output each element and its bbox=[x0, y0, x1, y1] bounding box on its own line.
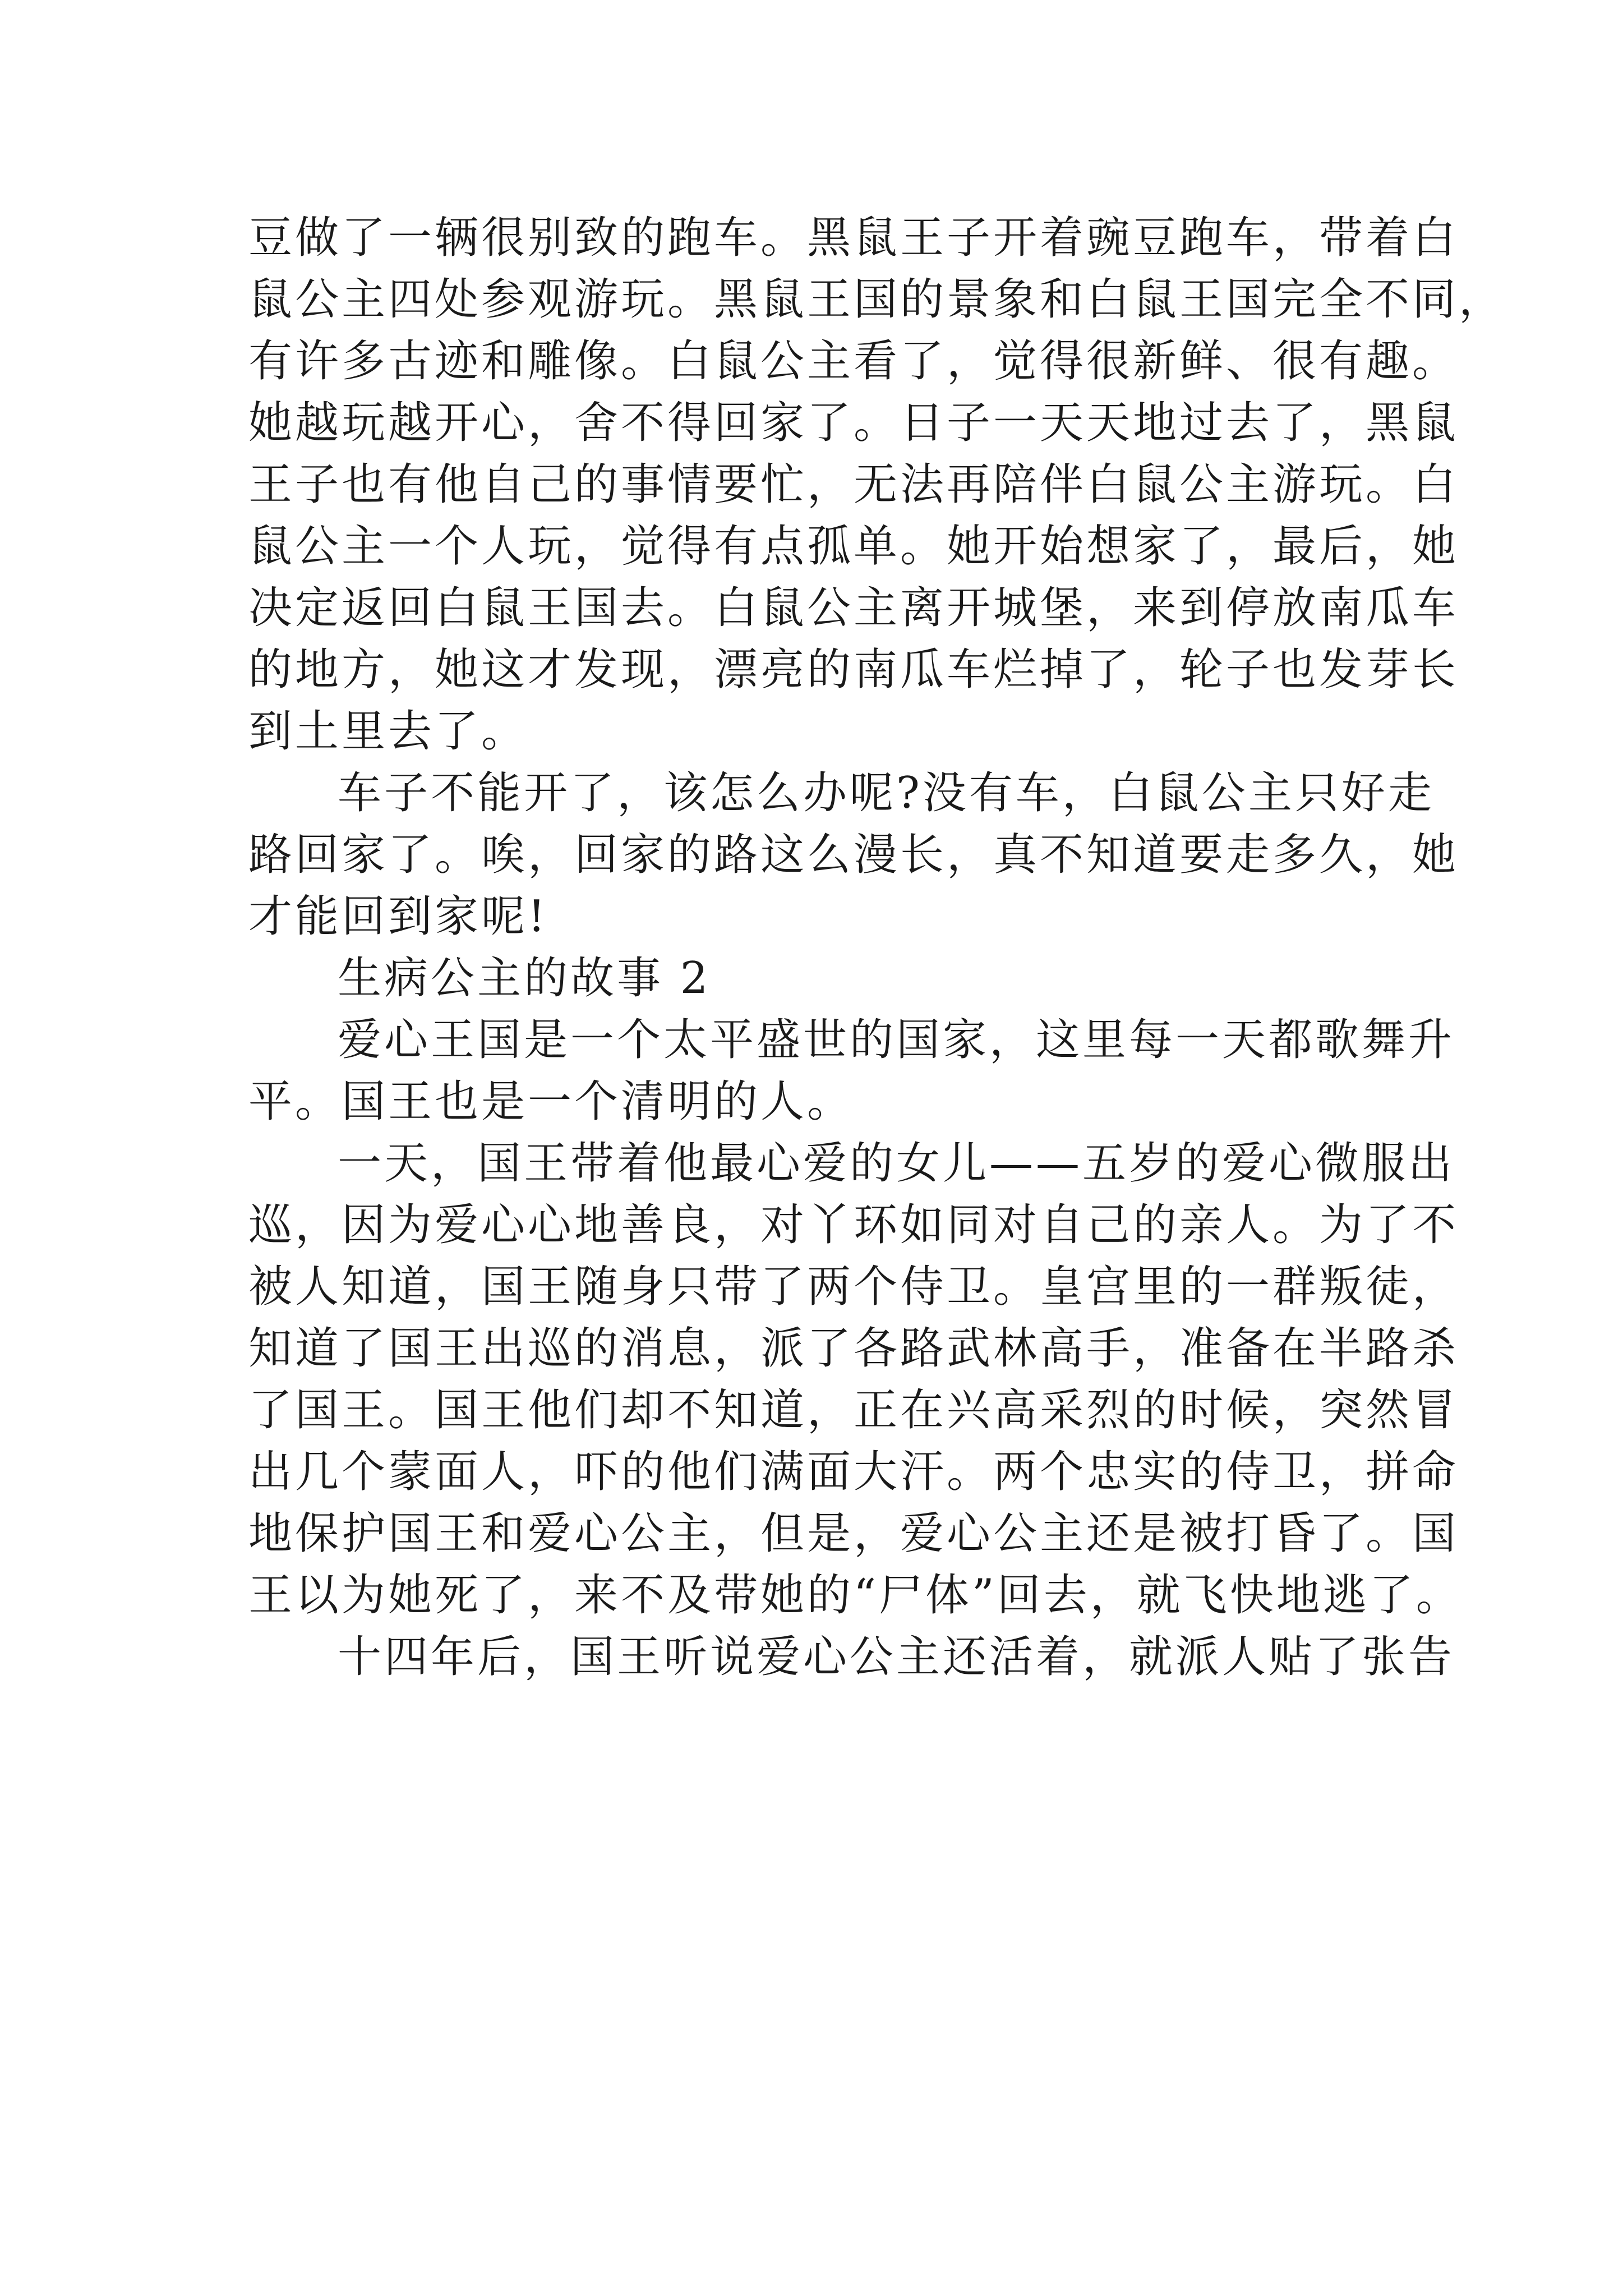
text-line: 她越玩越开心，舍不得回家了。日子一天天地过去了，黑鼠 bbox=[248, 398, 1459, 448]
text-line: 巡，因为爱心心地善良，对丫环如同对自己的亲人。为了不 bbox=[248, 1200, 1459, 1250]
paragraph-first-line: 一天，国王带着他最心爱的女儿——五岁的爱心微服出 bbox=[338, 1138, 1455, 1189]
text-line: 王子也有他自己的事情要忙，无法再陪伴白鼠公主游玩。白 bbox=[248, 459, 1459, 510]
paragraph-first-line: 车子不能开了，该怎么办呢?没有车，白鼠公主只好走 bbox=[338, 768, 1435, 818]
text-line: 的地方，她这才发现，漂亮的南瓜车烂掉了，轮子也发芽长 bbox=[248, 645, 1459, 695]
text-line: 平。国王也是一个清明的人。 bbox=[248, 1076, 854, 1127]
text-line: 才能回到家呢! bbox=[248, 891, 548, 942]
text-line: 王以为她死了，来不及带她的“尸体”回去，就飞快地逃了。 bbox=[248, 1570, 1463, 1621]
text-line: 被人知道，国王随身只带了两个侍卫。皇宫里的一群叛徒， bbox=[248, 1262, 1459, 1312]
section-heading: 生病公主的故事 2 bbox=[338, 953, 711, 1004]
paragraph-first-line: 十四年后，国王听说爱心公主还活着，就派人贴了张告 bbox=[338, 1632, 1455, 1682]
text-line: 决定返回白鼠王国去。白鼠公主离开城堡，来到停放南瓜车 bbox=[248, 583, 1459, 633]
text-line: 了国王。国王他们却不知道，正在兴高采烈的时候，突然冒 bbox=[248, 1385, 1459, 1435]
text-line: 有许多古迹和雕像。白鼠公主看了，觉得很新鲜、很有趣。 bbox=[248, 336, 1459, 386]
text-line: 地保护国王和爱心公主，但是，爱心公主还是被打昏了。国 bbox=[248, 1508, 1459, 1559]
text-line: 出几个蒙面人，吓的他们满面大汗。两个忠实的侍卫，拼命 bbox=[248, 1447, 1459, 1497]
text-line: 鼠公主四处参观游玩。黑鼠王国的景象和白鼠王国完全不同， bbox=[248, 274, 1506, 325]
text-line: 到土里去了。 bbox=[248, 706, 528, 757]
text-line: 知道了国王出巡的消息，派了各路武林高手，准备在半路杀 bbox=[248, 1323, 1459, 1374]
paragraph-first-line: 爱心王国是一个太平盛世的国家，这里每一天都歌舞升 bbox=[338, 1015, 1455, 1065]
text-line: 路回家了。唉，回家的路这么漫长，真不知道要走多久，她 bbox=[248, 830, 1459, 880]
text-line: 鼠公主一个人玩，觉得有点孤单。她开始想家了，最后，她 bbox=[248, 521, 1459, 572]
text-line: 豆做了一辆很别致的跑车。黑鼠王子开着豌豆跑车，带着白 bbox=[248, 213, 1459, 263]
